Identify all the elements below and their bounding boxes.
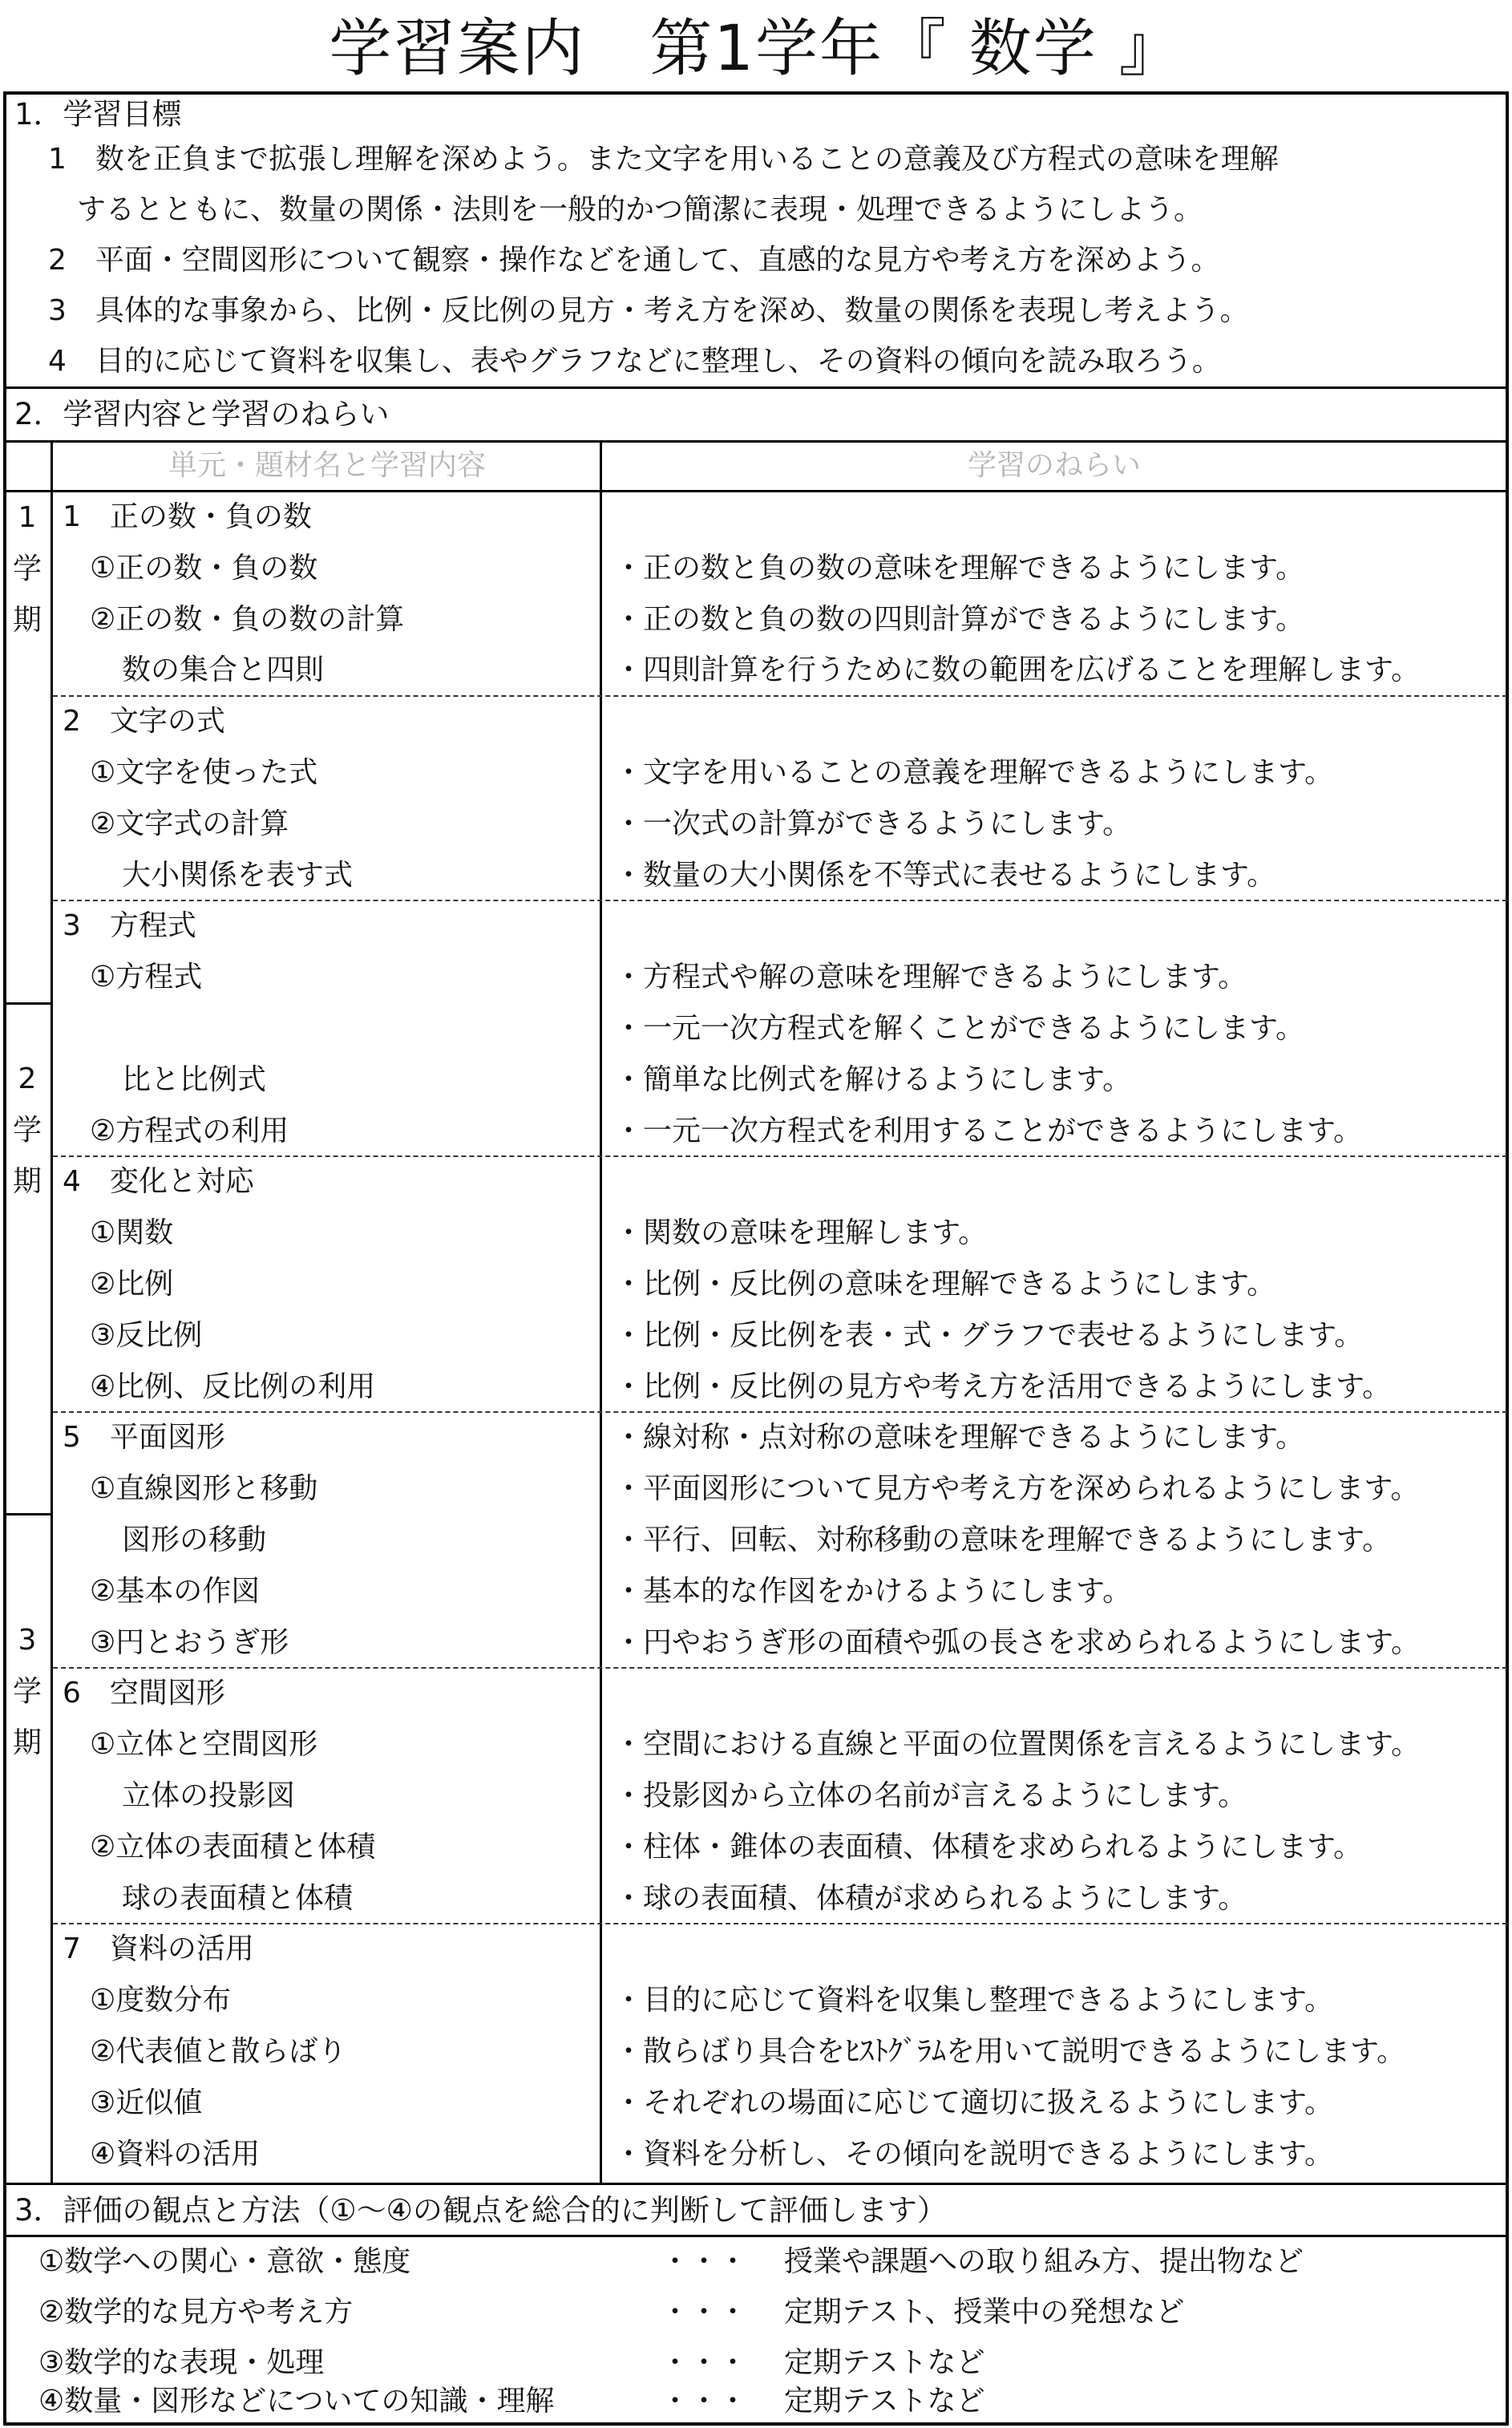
section2-heading: 2．学習内容と学習のねらい — [14, 397, 390, 431]
learning-aim: ・投影図から立体の名前が言えるようにします。 — [614, 1779, 1247, 1812]
unit-topic: 比と比例式 — [122, 1062, 267, 1096]
learning-aim: ・一元一次方程式を利用することができるようにします。 — [614, 1114, 1363, 1147]
unit-topic: ③反比例 — [90, 1318, 203, 1352]
unit-topic: ①立体と空間図形 — [90, 1728, 318, 1762]
learning-aim: ・正の数と負の数の意味を理解できるようにします。 — [614, 551, 1305, 585]
unit-topic: ④資料の活用 — [90, 2137, 261, 2171]
learning-aim: ・数量の大小関係を不等式に表せるようにします。 — [614, 858, 1276, 892]
section1-heading: 1．学習目標 — [14, 97, 182, 132]
term-2-number: 2 — [18, 1062, 37, 1095]
term-divider-1 — [3, 1002, 51, 1005]
divider-section2 — [3, 386, 1509, 389]
unit-topic: ①正の数・負の数 — [90, 551, 318, 585]
evaluation-method: 定期テスト、授業中の発想など — [784, 2296, 1185, 2329]
evaluation-method: 授業や課題への取り組み方、提出物など — [784, 2245, 1304, 2278]
learning-aim: ・基本的な作図をかけるようにします。 — [614, 1574, 1132, 1608]
unit-topic: ②立体の表面積と体積 — [90, 1830, 376, 1863]
learning-aim: ・平行、回転、対称移動の意味を理解できるようにします。 — [614, 1524, 1392, 1556]
unit-topic: ①直線図形と移動 — [90, 1472, 318, 1506]
evaluation-point: ①数学への関心・意欲・態度 — [38, 2245, 411, 2278]
evaluation-method: 定期テストなど — [784, 2346, 985, 2379]
unit-title: 2 文字の式 — [63, 705, 225, 739]
unit-topic: 球の表面積と体積 — [122, 1881, 354, 1915]
goal-4: 4 目的に応じて資料を収集し、表やグラフなどに整理し、その資料の傾向を読み取ろう。 — [48, 345, 1221, 378]
learning-aim: ・比例・反比例を表・式・グラフで表せるようにします。 — [614, 1318, 1364, 1352]
unit-topic: ②文字式の計算 — [90, 807, 289, 840]
unit-divider — [53, 1155, 1507, 1157]
term-2-ki: 期 — [12, 1165, 42, 1198]
evaluation-dots: ・・・ — [661, 2296, 748, 2329]
divider-section3 — [3, 2183, 1509, 2185]
learning-aim: ・円やおうぎ形の面積や弧の長さを求められるようにします。 — [614, 1625, 1421, 1659]
goal-2: 2 平面・空間図形について観察・操作などを通して、直感的な見方や考え方を深めよう。 — [48, 244, 1220, 277]
unit-topic: 図形の移動 — [122, 1524, 267, 1556]
unit-topic: ①関数 — [90, 1216, 174, 1250]
learning-aim: ・線対称・点対称の意味を理解できるようにします。 — [614, 1421, 1305, 1455]
unit-divider — [53, 900, 1507, 901]
learning-aim: ・一次式の計算ができるようにします。 — [614, 807, 1132, 840]
evaluation-point: ②数学的な見方や考え方 — [38, 2296, 354, 2329]
learning-aim: ・文字を用いることの意義を理解できるようにします。 — [614, 756, 1334, 789]
term-1-gaku: 学 — [12, 552, 42, 585]
term-3-ki: 期 — [12, 1726, 42, 1759]
unit-topic: 大小関係を表す式 — [122, 858, 354, 892]
unit-topic: ②比例 — [90, 1268, 174, 1301]
learning-aim: ・目的に応じて資料を収集し整理できるようにします。 — [614, 1984, 1334, 2017]
term-2-gaku: 学 — [12, 1114, 42, 1147]
unit-topic: ③円とおうぎ形 — [90, 1625, 289, 1659]
unit-divider — [53, 695, 1507, 697]
learning-aim: ・資料を分析し、その傾向を説明できるようにします。 — [614, 2137, 1334, 2171]
evaluation-point: ④数量・図形などについての知識・理解 — [38, 2385, 555, 2418]
learning-aim: ・一元一次方程式を解くことができるようにします。 — [614, 1012, 1305, 1045]
unit-topic: ③近似値 — [90, 2086, 203, 2119]
learning-aim: ・球の表面積、体積が求められるようにします。 — [614, 1881, 1247, 1915]
learning-aim: ・散らばり具合をﾋｽﾄｸﾞﾗﾑを用いて説明できるようにします。 — [614, 2035, 1406, 2068]
learning-aim: ・正の数と負の数の四則計算ができるようにします。 — [614, 602, 1305, 636]
term-3-gaku: 学 — [12, 1675, 42, 1708]
page-title: 学習案内 第1学年『 数学 』 — [329, 13, 1183, 85]
unit-divider — [53, 1667, 1507, 1669]
term-1-number: 1 — [18, 501, 37, 534]
learning-aim: ・空間における直線と平面の位置関係を言えるようにします。 — [614, 1728, 1421, 1762]
unit-title: 4 変化と対応 — [63, 1165, 254, 1199]
column-header-unit: 単元・題材名と学習内容 — [168, 449, 486, 482]
goal-3: 3 具体的な事象から、比例・反比例の見方・考え方を深め、数量の関係を表現し考えよう。 — [48, 294, 1249, 327]
unit-topic: ②方程式の利用 — [90, 1114, 289, 1147]
learning-aim: ・方程式や解の意味を理解できるようにします。 — [614, 961, 1247, 994]
column-header-aim: 学習のねらい — [967, 449, 1141, 482]
learning-aim: ・それぞれの場面に応じて適切に扱えるようにします。 — [614, 2086, 1334, 2119]
learning-aim: ・関数の意味を理解します。 — [614, 1216, 988, 1250]
learning-aim: ・柱体・錐体の表面積、体積を求められるようにします。 — [614, 1830, 1363, 1863]
unit-topic: ①度数分布 — [90, 1984, 232, 2017]
unit-topic: 数の集合と四則 — [122, 654, 325, 687]
unit-title: 3 方程式 — [63, 909, 196, 943]
evaluation-dots: ・・・ — [661, 2385, 748, 2418]
evaluation-dots: ・・・ — [661, 2245, 748, 2278]
section3-heading: 3．評価の観点と方法（①～④の観点を総合的に判断して評価します） — [14, 2193, 947, 2228]
learning-aim: ・比例・反比例の見方や考え方を活用できるようにします。 — [614, 1370, 1392, 1403]
unit-topic: 立体の投影図 — [122, 1779, 296, 1812]
term-3-number: 3 — [18, 1624, 37, 1657]
unit-title: 6 空間図形 — [63, 1677, 225, 1710]
unit-topic: ④比例、反比例の利用 — [90, 1370, 376, 1403]
unit-topic: ②正の数・負の数の計算 — [90, 602, 405, 636]
term-1-ki: 期 — [12, 604, 42, 637]
learning-aim: ・平面図形について見方や考え方を深められるようにします。 — [614, 1472, 1420, 1506]
term-divider-2 — [3, 1513, 51, 1515]
unit-title: 5 平面図形 — [63, 1421, 225, 1455]
learning-aim: ・簡単な比例式を解けるようにします。 — [614, 1062, 1132, 1096]
goal-1: 1 数を正負まで拡張し理解を深めよう。また文字を用いることの意義及び方程式の意味を理解 — [48, 143, 1279, 176]
evaluation-point: ③数学的な表現・処理 — [38, 2346, 325, 2379]
unit-topic: ①文字を使った式 — [90, 756, 318, 789]
goal-1-cont: するとともに、数量の関係・法則を一般的かつ簡潔に表現・処理できるようにしよう。 — [77, 193, 1203, 226]
unit-title: 1 正の数・負の数 — [63, 500, 312, 533]
unit-topic: ①方程式 — [90, 961, 203, 994]
unit-title: 7 資料の活用 — [63, 1932, 254, 1966]
unit-divider — [53, 1923, 1507, 1924]
evaluation-dots: ・・・ — [661, 2346, 748, 2379]
unit-topic: ②基本の作図 — [90, 1574, 261, 1608]
learning-aim: ・比例・反比例の意味を理解できるようにします。 — [614, 1268, 1276, 1301]
evaluation-method: 定期テストなど — [784, 2385, 985, 2418]
learning-aim: ・四則計算を行うために数の範囲を広げることを理解します。 — [614, 654, 1421, 687]
unit-topic: ②代表値と散らばり — [90, 2035, 347, 2068]
